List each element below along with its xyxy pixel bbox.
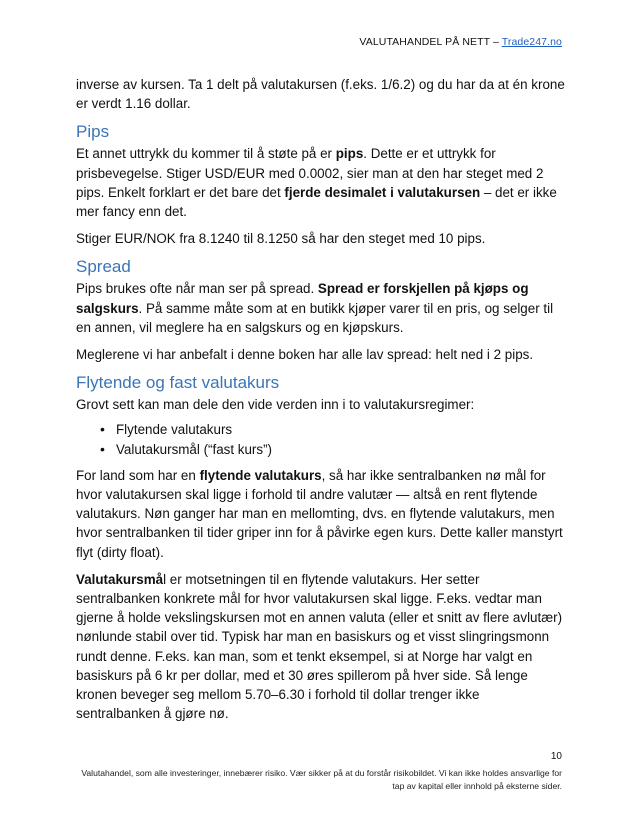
page-number: 10: [550, 751, 562, 762]
pips-paragraph-1: Et annet uttrykk du kommer til å støte på er pips. Dette er et uttrykk for prisbevegelse. Stiger USD/EUR med 0.0002, sier man at den har steget med 2 pips. Enkelt forklart er det bare det fjerde desimalet i valutakursen – det er ikke mer fancy enn det.: [76, 146, 557, 220]
heading-pips: Pips: [76, 122, 110, 142]
header-title: VALUTAHANDEL PÅ NETT –: [359, 36, 502, 48]
heading-flytende: Flytende og fast valutakurs: [76, 373, 280, 393]
footer-line-2: tap av kapital eller innhold på eksterne sider.: [392, 781, 562, 791]
page-footer: [62, 767, 562, 793]
heading-spread: Spread: [76, 257, 131, 277]
regime-list: [76, 420, 566, 458]
footer-line-1: Valutahandel, som alle investeringer, innebærer risiko. Vær sikker på at du forstår risikobildet. Vi kan ikke holdes ansvarlige for: [81, 768, 562, 778]
header-link[interactable]: Trade247.no: [501, 36, 562, 48]
list-item: • Valutakursmål (“fast kurs”): [116, 440, 566, 459]
flytende-intro: Grovt sett kan man dele den vide verden inn i to valutakursregimer:: [76, 397, 475, 413]
flytende-paragraph-1: For land som har en flytende valutakurs, så har ikke sentralbanken nø mål for hvor valutakursen skal ligge i forhold til andre valutær — altså en rent flytende valutakurs. Nøn ganger har man en mellomting, dvs. en flytende valutakurs, men hvor sentralbanken til tider griper inn for å påvirke egen kurs. Dette kaller manstyrt flyt (dirty float).: [76, 467, 563, 560]
flytende-paragraph-2: Valutakursmål er motsetningen til en flytende valutakurs. Her setter sentralbanken konkrete mål for hvor valutakursen skal ligge. F.eks. vedtar man gjerne å holde vekslingskursen mot en annen valuta (eller et snitt av flere avlutær) nønlunde stabil over tid. Typisk har man en basiskurs og et visst slingringsmonn rundt denne. F.eks. kan man, som et tenkt eksempel, si at Norge har valgt en basiskurs på 6 kr per dollar, med et 30 øres spillerom på hver side. Så lenge kronen beveger seg mellom 5.70–6.30 i forhold til dollar trenger ikke sentralbanken å gjøre nø.: [76, 571, 563, 722]
document-body: [76, 75, 566, 731]
intro-paragraph: inverse av kursen. Ta 1 delt på valutakursen (f.eks. 1/6.2) og du har da at én krone er verdt 1.16 dollar.: [76, 77, 565, 112]
spread-paragraph-1: Pips brukes ofte når man ser på spread. Spread er forskjellen på kjøps og salgskurs. På samme måte som at en butikk kjøper varer til en pris, og selger til en annen, vil meglere ha en salgskurs og en kjøpskurs.: [76, 281, 554, 335]
page-header: [359, 36, 562, 48]
spread-paragraph-2: Meglerene vi har anbefalt i denne boken har alle lav spread: helt ned i 2 pips.: [76, 347, 534, 363]
pips-paragraph-2: Stiger EUR/NOK fra 8.1240 til 8.1250 så har den steget med 10 pips.: [76, 231, 486, 247]
list-item: • Flytende valutakurs: [116, 420, 566, 439]
